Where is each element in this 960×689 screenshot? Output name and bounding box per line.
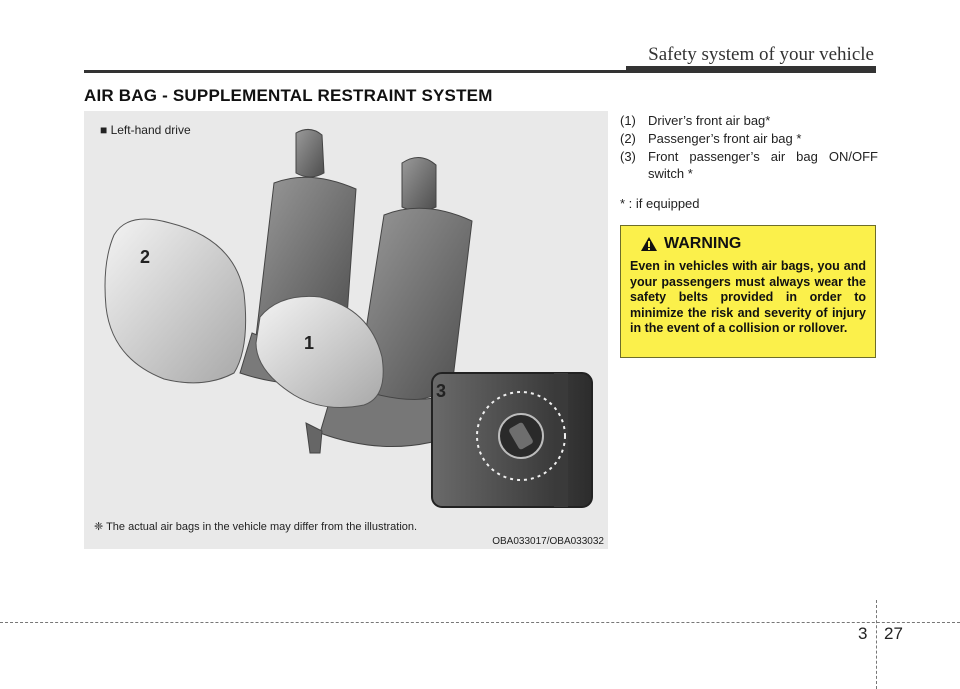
header-rule-accent <box>626 66 876 73</box>
list-item-text: Passenger’s front air bag * <box>648 131 802 146</box>
section-title: AIR BAG - SUPPLEMENTAL RESTRAINT SYSTEM <box>84 86 493 105</box>
page-number: 27 <box>884 624 903 643</box>
footer-rule <box>0 622 960 623</box>
warning-triangle-icon <box>640 236 658 252</box>
warning-title: WARNING <box>664 235 742 252</box>
list-item <box>620 130 878 147</box>
warning-box <box>620 225 876 358</box>
warning-text: Even in vehicles with air bags, you and your passengers must always wear the safety belts provided in order to minimize the risk and severity of injury in the event of a collision or rollover. <box>630 259 866 335</box>
figure-note: ❈ The actual air bags in the vehicle may differ from the illustration. <box>94 521 418 533</box>
running-header: Safety system of your vehicle <box>648 44 874 65</box>
component-list <box>620 112 878 183</box>
airbag-switch-inset <box>432 373 592 507</box>
warning-header <box>640 235 866 253</box>
list-item-text: Driver’s front air bag* <box>648 113 771 128</box>
callout-2: 2 <box>140 247 151 267</box>
list-item-text: Front passenger’s air bag ON/OFF switch * <box>648 149 878 181</box>
list-item-number: (2) <box>620 131 636 146</box>
list-item-number: (1) <box>620 113 636 128</box>
footer-divider <box>876 600 877 689</box>
equipment-footnote: * : if equipped <box>620 196 700 211</box>
passenger-airbag <box>105 219 246 383</box>
callout-1: 1 <box>304 333 315 353</box>
driver-airbag <box>256 296 383 407</box>
chapter-number: 3 <box>858 624 868 643</box>
callout-3: 3 <box>436 381 447 401</box>
list-item <box>620 148 878 182</box>
airbag-seat-drawing <box>84 111 608 549</box>
figure-code: OBA033017/OBA033032 <box>492 536 604 547</box>
figure-label: ■ Left-hand drive <box>100 123 191 137</box>
airbag-illustration <box>84 111 608 549</box>
list-item-number: (3) <box>620 149 636 164</box>
list-item <box>620 112 878 129</box>
